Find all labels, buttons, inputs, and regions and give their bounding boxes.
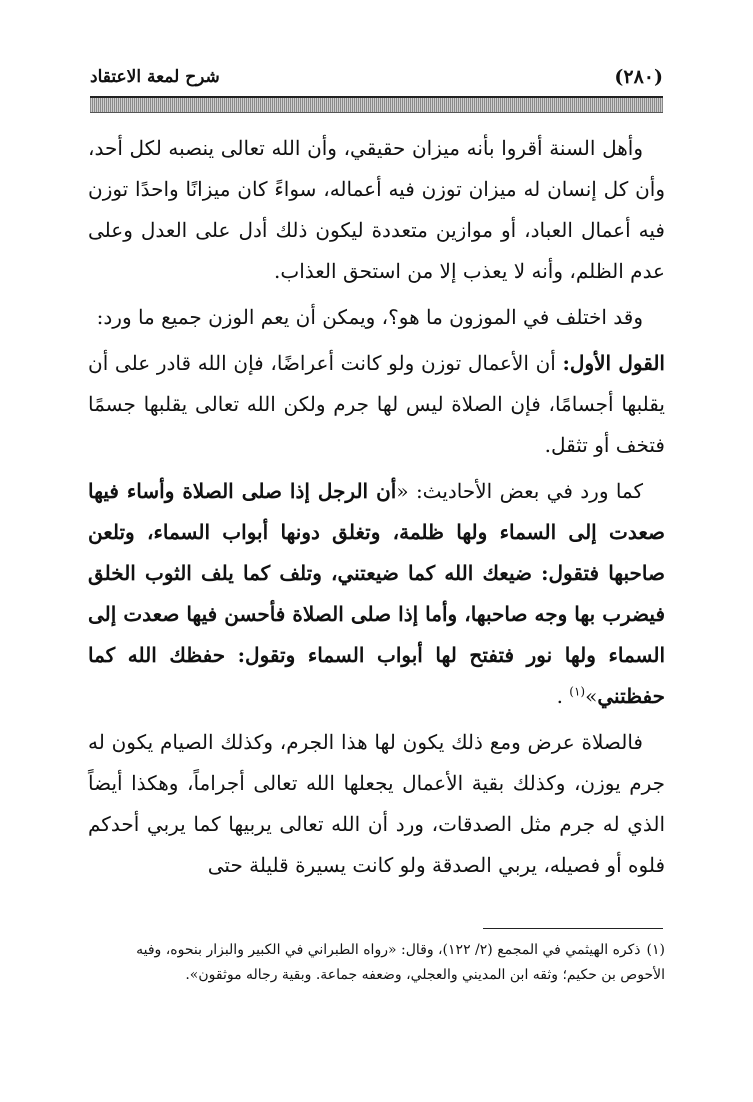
footnote-divider — [483, 928, 663, 929]
hadith-quote: أن الرجل إذا صلى الصلاة وأساء فيها صعدت إلى السماء ولها ظلمة، وتغلق دونها أبواب السماء، وتلعن صاحبها فتقول: ضيعك الله كما ضيعتني، وتلف كما يلف الثوب الخلق فيضرب بها وجه صاحبها، وأما إذا صلى الصلاة فأحسن فيها صعدت إلى السماء ولها نور فتفتح لها أبواب السماء وتقول: حفظك الله كما حفظتني — [88, 479, 665, 708]
paragraph: وأهل السنة أقروا بأنه ميزان حقيقي، وأن الله تعالى ينصبه لكل أحد، وأن كل إنسان له ميزان توزن فيه أعماله، سواءً كان ميزانًا واحدًا توزن فيه أعمال العباد، أو موازين متعددة ليكون ذلك أدل على العدل وعلى عدم الظلم، وأنه لا يعذب إلا من استحق العذاب. — [88, 136, 665, 283]
bold-lead: القول الأول: — [562, 351, 665, 375]
footnote — [88, 938, 665, 988]
paragraph: فالصلاة عرض ومع ذلك يكون لها هذا الجرم، وكذلك الصيام يكون له جرم يوزن، وكذلك بقية الأعمال يجعلها الله تعالى أجراماً، وهكذا أيضاً الذي له جرم مثل الصدقات، ورد أن الله تعالى يربيها كما يربي أحدكم فلوه أو فصيله، يربي الصدقة ولو كانت يسيرة قليلة حتى — [88, 730, 665, 877]
hadith-outro: » — [585, 684, 598, 708]
footnote-reference[interactable]: (١) — [569, 684, 586, 699]
paragraph-text: أن الأعمال توزن ولو كانت أعراضًا، فإن الله قادر على أن يقلبها أجسامًا، فإن الصلاة ليس لها جرم ولكن الله تعالى يقلبها جسمًا فتخف أو تثقل. — [88, 351, 665, 457]
body-text — [88, 128, 665, 891]
page-number: (٢٨٠) — [614, 66, 663, 88]
book-title: شرح لمعة الاعتقاد — [90, 67, 220, 87]
footnote-marker: (١) — [646, 942, 665, 958]
hadith-intro: كما ورد في بعض الأحاديث: « — [396, 479, 644, 503]
paragraph-hadith — [88, 471, 665, 717]
paragraph — [88, 343, 665, 466]
footnote-text: ذكره الهيثمي في المجمع (٢/ ١٢٢)، وقال: «رواه الطبراني في الكبير والبزار بنحوه، وفيه الأحوص بن حكيم؛ وثقه ابن المديني والعجلي، وضعفه جماعة. وبقية رجاله موثقون». — [136, 942, 665, 983]
paragraph: وقد اختلف في الموزون ما هو؟، ويمكن أن يعم الوزن جميع ما ورد: — [96, 305, 643, 329]
header-rule — [90, 96, 663, 113]
paragraph-end: . — [556, 684, 570, 708]
page-header — [90, 62, 663, 92]
footnotes — [88, 938, 665, 988]
